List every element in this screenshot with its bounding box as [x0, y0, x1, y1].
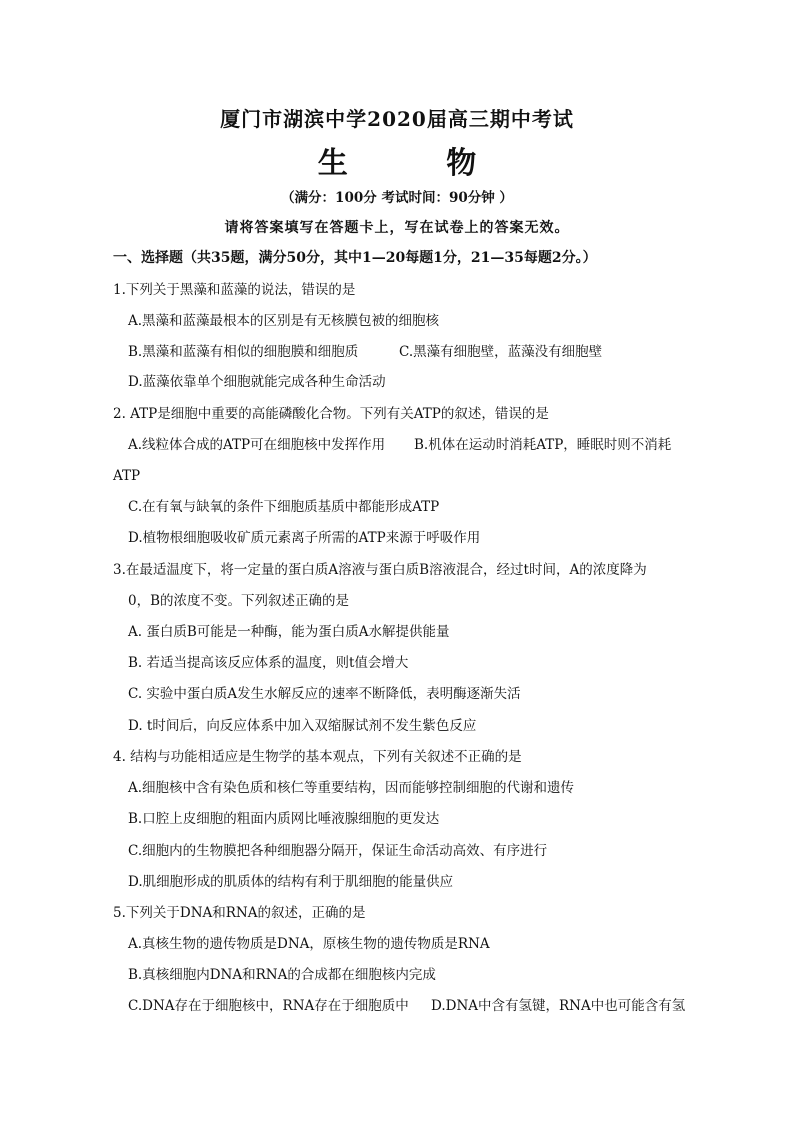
- option: C.在有氧与缺氧的条件下细胞质基质中都能形成ATP: [128, 499, 440, 515]
- section-heading: 一、选择题（共35题，满分50分，其中1—20每题1分，21—35每题2分。）: [113, 250, 597, 266]
- option: C. 实验中蛋白质A发生水解反应的速率不断降低，表明酶逐渐失活: [128, 686, 521, 702]
- option: D.蓝藻依靠单个细胞就能完成各种生命活动: [128, 374, 386, 390]
- question-stem: 1.下列关于黑藻和蓝藻的说法，错误的是: [113, 282, 356, 298]
- option: A. 蛋白质B可能是一种酶，能为蛋白质A水解提供能量: [128, 624, 450, 640]
- option: D.DNA中含有氢键，RNA中也可能含有氢: [431, 998, 686, 1014]
- question-stem: 5.下列关于DNA和RNA的叙述，正确的是: [113, 905, 366, 921]
- option: A.线粒体合成的ATP可在细胞核中发挥作用: [128, 437, 386, 453]
- option: B.黑藻和蓝藻有相似的细胞膜和细胞质: [128, 344, 359, 360]
- option: C.DNA存在于细胞核中，RNA存在于细胞质中: [128, 998, 409, 1014]
- option: D.肌细胞形成的肌质体的结构有利于肌细胞的能量供应: [128, 874, 454, 890]
- option: B. 若适当提高该反应体系的温度，则t值会增大: [128, 655, 409, 671]
- exam-meta: （满分：100分 考试时间：90分钟 ）: [281, 190, 513, 206]
- option: A.细胞核中含有染色质和核仁等重要结构，因而能够控制细胞的代谢和遗传: [128, 780, 575, 796]
- subject-heading: 生 物: [317, 146, 521, 181]
- option: A.黑藻和蓝藻最根本的区别是有无核膜包被的细胞核: [128, 313, 440, 329]
- option: C.细胞内的生物膜把各种细胞器分隔开，保证生命活动高效、有序进行: [128, 843, 548, 859]
- option: B.机体在运动时消耗ATP，睡眠时则不消耗: [414, 437, 672, 453]
- question-stem: 3.在最适温度下，将一定量的蛋白质A溶液与蛋白质B溶液混合，经过t时间，A的浓度降为: [113, 562, 647, 578]
- question-stem-continuation: 0，B的浓度不变。下列叙述正确的是: [128, 593, 350, 609]
- option: B.真核细胞内DNA和RNA的合成都在细胞核内完成: [128, 967, 436, 983]
- option: D.植物根细胞吸收矿质元素离子所需的ATP来源于呼吸作用: [128, 530, 481, 546]
- option: C.黑藻有细胞壁，蓝藻没有细胞壁: [399, 344, 603, 360]
- question-stem: 2. ATP是细胞中重要的高能磷酸化合物。下列有关ATP的叙述，错误的是: [113, 406, 549, 422]
- option: B.口腔上皮细胞的粗面内质网比唾液腺细胞的更发达: [128, 811, 440, 827]
- option: A.真核生物的遗传物质是DNA，原核生物的遗传物质是RNA: [128, 936, 490, 952]
- question-stem: 4. 结构与功能相适应是生物学的基本观点，下列有关叙述不正确的是: [113, 749, 522, 765]
- option: D. t时间后，向反应体系中加入双缩脲试剂不发生紫色反应: [128, 718, 477, 734]
- exam-title: 厦门市湖滨中学2020届高三期中考试: [220, 107, 574, 131]
- exam-notice: 请将答案填写在答题卡上，写在试卷上的答案无效。: [224, 220, 570, 236]
- option-continuation: ATP: [113, 468, 141, 484]
